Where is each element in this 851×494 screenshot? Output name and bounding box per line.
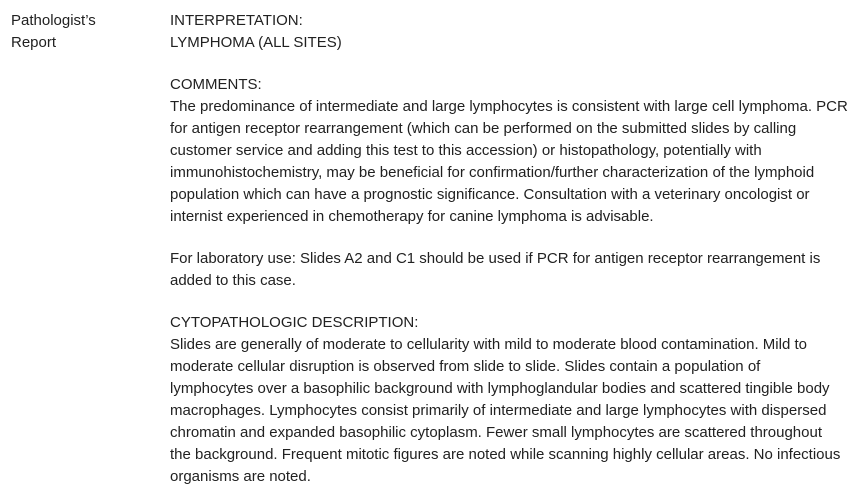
section-comments (170, 74, 848, 228)
section-heading: INTERPRETATION: (170, 12, 303, 29)
side-label-line: Pathologist’s (11, 12, 96, 29)
report-line: chromatin and expanded basophilic cytoplasm. Fewer small lymphocytes are scattered throughout (170, 424, 823, 441)
report-line: internist experienced in chemotherapy for canine lymphoma is advisable. (170, 208, 654, 225)
report-line: customer service and adding this test to this accession) or histopathology, potentially with (170, 142, 762, 159)
report-line: LYMPHOMA (ALL SITES) (170, 34, 342, 51)
report-line: for antigen receptor rearrangement (which can be performed on the submitted slides by calling (170, 120, 797, 137)
report-line: Slides are generally of moderate to cellularity with mild to moderate blood contamination. Mild to (170, 336, 807, 353)
report-line: population which can have a prognostic significance. Consultation with a veterinary oncologist or (170, 186, 810, 203)
report-line: lymphocytes over a basophilic background with lymphoglandular bodies and scattered tingible body (170, 380, 830, 397)
report-line: added to this case. (170, 272, 296, 289)
report-line: the background. Frequent mitotic figures are noted while scanning highly cellular areas. No infectious (170, 446, 841, 463)
report-line: For laboratory use: Slides A2 and C1 should be used if PCR for antigen receptor rearrangement is (170, 250, 821, 267)
report-line: moderate cellular disruption is observed from slide to slide. Slides contain a population of (170, 358, 761, 375)
section-laboratory-use (170, 248, 848, 292)
section-heading: CYTOPATHOLOGIC DESCRIPTION: (170, 314, 419, 331)
side-label-line: Report (11, 34, 57, 51)
report-side-label (11, 10, 161, 54)
report-line: immunohistochemistry, may be beneficial for confirmation/further characterization of the lymphoid (170, 164, 815, 181)
section-cytopathologic-description (170, 312, 848, 488)
report-line: macrophages. Lymphocytes consist primarily of intermediate and large lymphocytes with dispersed (170, 402, 827, 419)
report-line: organisms are noted. (170, 468, 311, 485)
section-heading: COMMENTS: (170, 76, 262, 93)
report-line: The predominance of intermediate and large lymphocytes is consistent with large cell lymphoma. PCR (170, 98, 848, 115)
section-interpretation (170, 10, 848, 54)
report-body (170, 10, 848, 488)
